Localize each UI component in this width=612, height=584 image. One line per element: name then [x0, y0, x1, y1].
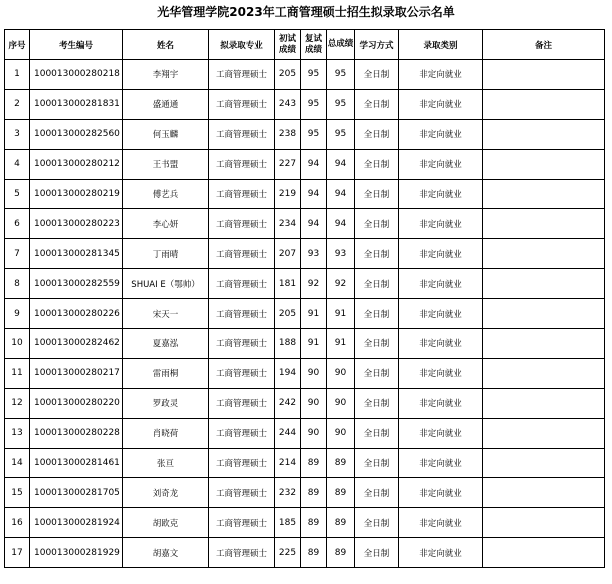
cell-initial-score: 242 — [275, 388, 301, 418]
cell-retest-score: 89 — [301, 508, 327, 538]
cell-category: 非定向就业 — [399, 418, 483, 448]
cell-note — [483, 538, 605, 568]
cell-seq: 13 — [5, 418, 30, 448]
cell-seq: 5 — [5, 179, 30, 209]
table-row — [5, 179, 605, 209]
page-title: 光华管理学院2023年工商管理硕士招生拟录取公示名单 — [157, 5, 455, 19]
cell-total-score: 90 — [327, 358, 355, 388]
cell-study-mode: 全日制 — [355, 149, 399, 179]
cell-total-score: 89 — [327, 508, 355, 538]
cell-note — [483, 508, 605, 538]
cell-total-score: 93 — [327, 239, 355, 269]
cell-name: 雷雨桐 — [123, 358, 209, 388]
cell-seq: 4 — [5, 149, 30, 179]
cell-study-mode: 全日制 — [355, 209, 399, 239]
cell-seq: 10 — [5, 329, 30, 359]
cell-study-mode: 全日制 — [355, 119, 399, 149]
cell-initial-score: 214 — [275, 448, 301, 478]
cell-initial-score: 238 — [275, 119, 301, 149]
header-retest-score: 复试成绩 — [301, 30, 327, 60]
cell-exam-id: 100013000281924 — [30, 508, 123, 538]
cell-major: 工商管理硕士 — [209, 508, 275, 538]
cell-note — [483, 239, 605, 269]
cell-note — [483, 60, 605, 90]
header-name: 姓名 — [123, 30, 209, 60]
cell-total-score: 92 — [327, 269, 355, 299]
cell-retest-score: 90 — [301, 388, 327, 418]
cell-note — [483, 358, 605, 388]
cell-retest-score: 95 — [301, 89, 327, 119]
cell-name: 刘奇龙 — [123, 478, 209, 508]
cell-initial-score: 205 — [275, 299, 301, 329]
cell-exam-id: 100013000281831 — [30, 89, 123, 119]
cell-retest-score: 93 — [301, 239, 327, 269]
cell-category: 非定向就业 — [399, 89, 483, 119]
cell-seq: 9 — [5, 299, 30, 329]
cell-exam-id: 100013000280228 — [30, 418, 123, 448]
cell-study-mode: 全日制 — [355, 179, 399, 209]
cell-name: 夏嘉泓 — [123, 329, 209, 359]
cell-retest-score: 94 — [301, 149, 327, 179]
cell-study-mode: 全日制 — [355, 538, 399, 568]
table-row — [5, 149, 605, 179]
cell-retest-score: 89 — [301, 478, 327, 508]
cell-note — [483, 179, 605, 209]
cell-seq: 1 — [5, 60, 30, 90]
cell-initial-score: 232 — [275, 478, 301, 508]
table-row — [5, 60, 605, 90]
cell-total-score: 89 — [327, 448, 355, 478]
cell-name: 张亘 — [123, 448, 209, 478]
cell-exam-id: 100013000281461 — [30, 448, 123, 478]
cell-seq: 2 — [5, 89, 30, 119]
cell-name: 胡嘉文 — [123, 538, 209, 568]
table-row — [5, 299, 605, 329]
cell-major: 工商管理硕士 — [209, 329, 275, 359]
header-seq: 序号 — [5, 30, 30, 60]
cell-initial-score: 219 — [275, 179, 301, 209]
table-row — [5, 269, 605, 299]
cell-name: 王书盟 — [123, 149, 209, 179]
table-header-row — [5, 30, 605, 60]
cell-total-score: 89 — [327, 478, 355, 508]
cell-note — [483, 119, 605, 149]
cell-category: 非定向就业 — [399, 269, 483, 299]
cell-name: 李翔宇 — [123, 60, 209, 90]
cell-category: 非定向就业 — [399, 119, 483, 149]
cell-total-score: 89 — [327, 538, 355, 568]
cell-total-score: 91 — [327, 299, 355, 329]
cell-exam-id: 100013000282462 — [30, 329, 123, 359]
cell-major: 工商管理硕士 — [209, 299, 275, 329]
header-exam-id: 考生编号 — [30, 30, 123, 60]
cell-study-mode: 全日制 — [355, 478, 399, 508]
cell-name: 傅艺兵 — [123, 179, 209, 209]
cell-retest-score: 90 — [301, 418, 327, 448]
cell-study-mode: 全日制 — [355, 418, 399, 448]
cell-study-mode: 全日制 — [355, 329, 399, 359]
cell-exam-id: 100013000282559 — [30, 269, 123, 299]
cell-total-score: 90 — [327, 388, 355, 418]
cell-major: 工商管理硕士 — [209, 538, 275, 568]
cell-initial-score: 194 — [275, 358, 301, 388]
cell-retest-score: 89 — [301, 538, 327, 568]
table-row — [5, 388, 605, 418]
cell-category: 非定向就业 — [399, 388, 483, 418]
cell-note — [483, 149, 605, 179]
cell-total-score: 95 — [327, 60, 355, 90]
cell-retest-score: 91 — [301, 329, 327, 359]
cell-seq: 7 — [5, 239, 30, 269]
cell-category: 非定向就业 — [399, 299, 483, 329]
cell-retest-score: 91 — [301, 299, 327, 329]
cell-exam-id: 100013000281705 — [30, 478, 123, 508]
cell-exam-id: 100013000280223 — [30, 209, 123, 239]
cell-category: 非定向就业 — [399, 209, 483, 239]
cell-note — [483, 209, 605, 239]
cell-note — [483, 89, 605, 119]
cell-study-mode: 全日制 — [355, 358, 399, 388]
cell-note — [483, 448, 605, 478]
cell-initial-score: 227 — [275, 149, 301, 179]
table-row — [5, 329, 605, 359]
cell-seq: 16 — [5, 508, 30, 538]
cell-major: 工商管理硕士 — [209, 60, 275, 90]
cell-initial-score: 243 — [275, 89, 301, 119]
cell-study-mode: 全日制 — [355, 89, 399, 119]
cell-major: 工商管理硕士 — [209, 179, 275, 209]
cell-note — [483, 269, 605, 299]
cell-major: 工商管理硕士 — [209, 418, 275, 448]
table-row — [5, 239, 605, 269]
table-row — [5, 89, 605, 119]
cell-name: 盛通通 — [123, 89, 209, 119]
cell-major: 工商管理硕士 — [209, 478, 275, 508]
cell-study-mode: 全日制 — [355, 508, 399, 538]
admission-table — [4, 29, 605, 568]
cell-exam-id: 100013000280217 — [30, 358, 123, 388]
cell-note — [483, 388, 605, 418]
cell-retest-score: 92 — [301, 269, 327, 299]
cell-name: 丁雨晴 — [123, 239, 209, 269]
cell-total-score: 95 — [327, 119, 355, 149]
cell-initial-score: 207 — [275, 239, 301, 269]
cell-retest-score: 94 — [301, 209, 327, 239]
cell-category: 非定向就业 — [399, 179, 483, 209]
cell-major: 工商管理硕士 — [209, 358, 275, 388]
table-row — [5, 478, 605, 508]
cell-seq: 11 — [5, 358, 30, 388]
cell-study-mode: 全日制 — [355, 269, 399, 299]
cell-seq: 6 — [5, 209, 30, 239]
cell-retest-score: 89 — [301, 448, 327, 478]
cell-seq: 14 — [5, 448, 30, 478]
cell-seq: 3 — [5, 119, 30, 149]
cell-seq: 17 — [5, 538, 30, 568]
cell-total-score: 91 — [327, 329, 355, 359]
cell-major: 工商管理硕士 — [209, 239, 275, 269]
cell-initial-score: 181 — [275, 269, 301, 299]
table-row — [5, 418, 605, 448]
cell-retest-score: 94 — [301, 179, 327, 209]
cell-name: 李心妍 — [123, 209, 209, 239]
header-major: 拟录取专业 — [209, 30, 275, 60]
cell-study-mode: 全日制 — [355, 448, 399, 478]
cell-exam-id: 100013000280212 — [30, 149, 123, 179]
cell-major: 工商管理硕士 — [209, 119, 275, 149]
cell-total-score: 90 — [327, 418, 355, 448]
cell-name: 胡欧克 — [123, 508, 209, 538]
cell-exam-id: 100013000280219 — [30, 179, 123, 209]
cell-study-mode: 全日制 — [355, 299, 399, 329]
cell-initial-score: 244 — [275, 418, 301, 448]
table-row — [5, 209, 605, 239]
header-category: 录取类别 — [399, 30, 483, 60]
cell-total-score: 94 — [327, 149, 355, 179]
cell-category: 非定向就业 — [399, 478, 483, 508]
cell-category: 非定向就业 — [399, 448, 483, 478]
cell-major: 工商管理硕士 — [209, 209, 275, 239]
cell-initial-score: 225 — [275, 538, 301, 568]
cell-initial-score: 205 — [275, 60, 301, 90]
cell-seq: 15 — [5, 478, 30, 508]
cell-note — [483, 329, 605, 359]
header-study-mode: 学习方式 — [355, 30, 399, 60]
cell-total-score: 94 — [327, 209, 355, 239]
cell-total-score: 94 — [327, 179, 355, 209]
cell-retest-score: 95 — [301, 119, 327, 149]
table-row — [5, 358, 605, 388]
cell-study-mode: 全日制 — [355, 239, 399, 269]
cell-exam-id: 100013000280226 — [30, 299, 123, 329]
cell-name: 肖晓荷 — [123, 418, 209, 448]
header-initial-score: 初试成绩 — [275, 30, 301, 60]
cell-name: 何玉麟 — [123, 119, 209, 149]
cell-total-score: 95 — [327, 89, 355, 119]
cell-exam-id: 100013000280218 — [30, 60, 123, 90]
cell-major: 工商管理硕士 — [209, 269, 275, 299]
table-row — [5, 119, 605, 149]
cell-seq: 8 — [5, 269, 30, 299]
cell-note — [483, 418, 605, 448]
cell-category: 非定向就业 — [399, 538, 483, 568]
cell-exam-id: 100013000282560 — [30, 119, 123, 149]
table-body — [5, 60, 605, 568]
cell-note — [483, 478, 605, 508]
cell-major: 工商管理硕士 — [209, 149, 275, 179]
table-row — [5, 538, 605, 568]
table-row — [5, 448, 605, 478]
cell-note — [483, 299, 605, 329]
header-total-score: 总成绩 — [327, 30, 355, 60]
cell-name: 宋天一 — [123, 299, 209, 329]
cell-exam-id: 100013000281929 — [30, 538, 123, 568]
cell-retest-score: 90 — [301, 358, 327, 388]
cell-category: 非定向就业 — [399, 149, 483, 179]
cell-initial-score: 185 — [275, 508, 301, 538]
cell-study-mode: 全日制 — [355, 388, 399, 418]
cell-exam-id: 100013000281345 — [30, 239, 123, 269]
header-note: 备注 — [483, 30, 605, 60]
cell-study-mode: 全日制 — [355, 60, 399, 90]
cell-major: 工商管理硕士 — [209, 388, 275, 418]
cell-major: 工商管理硕士 — [209, 448, 275, 478]
cell-initial-score: 234 — [275, 209, 301, 239]
cell-name: 罗政灵 — [123, 388, 209, 418]
cell-initial-score: 188 — [275, 329, 301, 359]
cell-category: 非定向就业 — [399, 329, 483, 359]
cell-category: 非定向就业 — [399, 358, 483, 388]
cell-exam-id: 100013000280220 — [30, 388, 123, 418]
cell-seq: 12 — [5, 388, 30, 418]
cell-name: SHUAI E（鄂帅） — [123, 269, 209, 299]
cell-category: 非定向就业 — [399, 508, 483, 538]
cell-retest-score: 95 — [301, 60, 327, 90]
cell-major: 工商管理硕士 — [209, 89, 275, 119]
cell-category: 非定向就业 — [399, 239, 483, 269]
cell-category: 非定向就业 — [399, 60, 483, 90]
table-row — [5, 508, 605, 538]
